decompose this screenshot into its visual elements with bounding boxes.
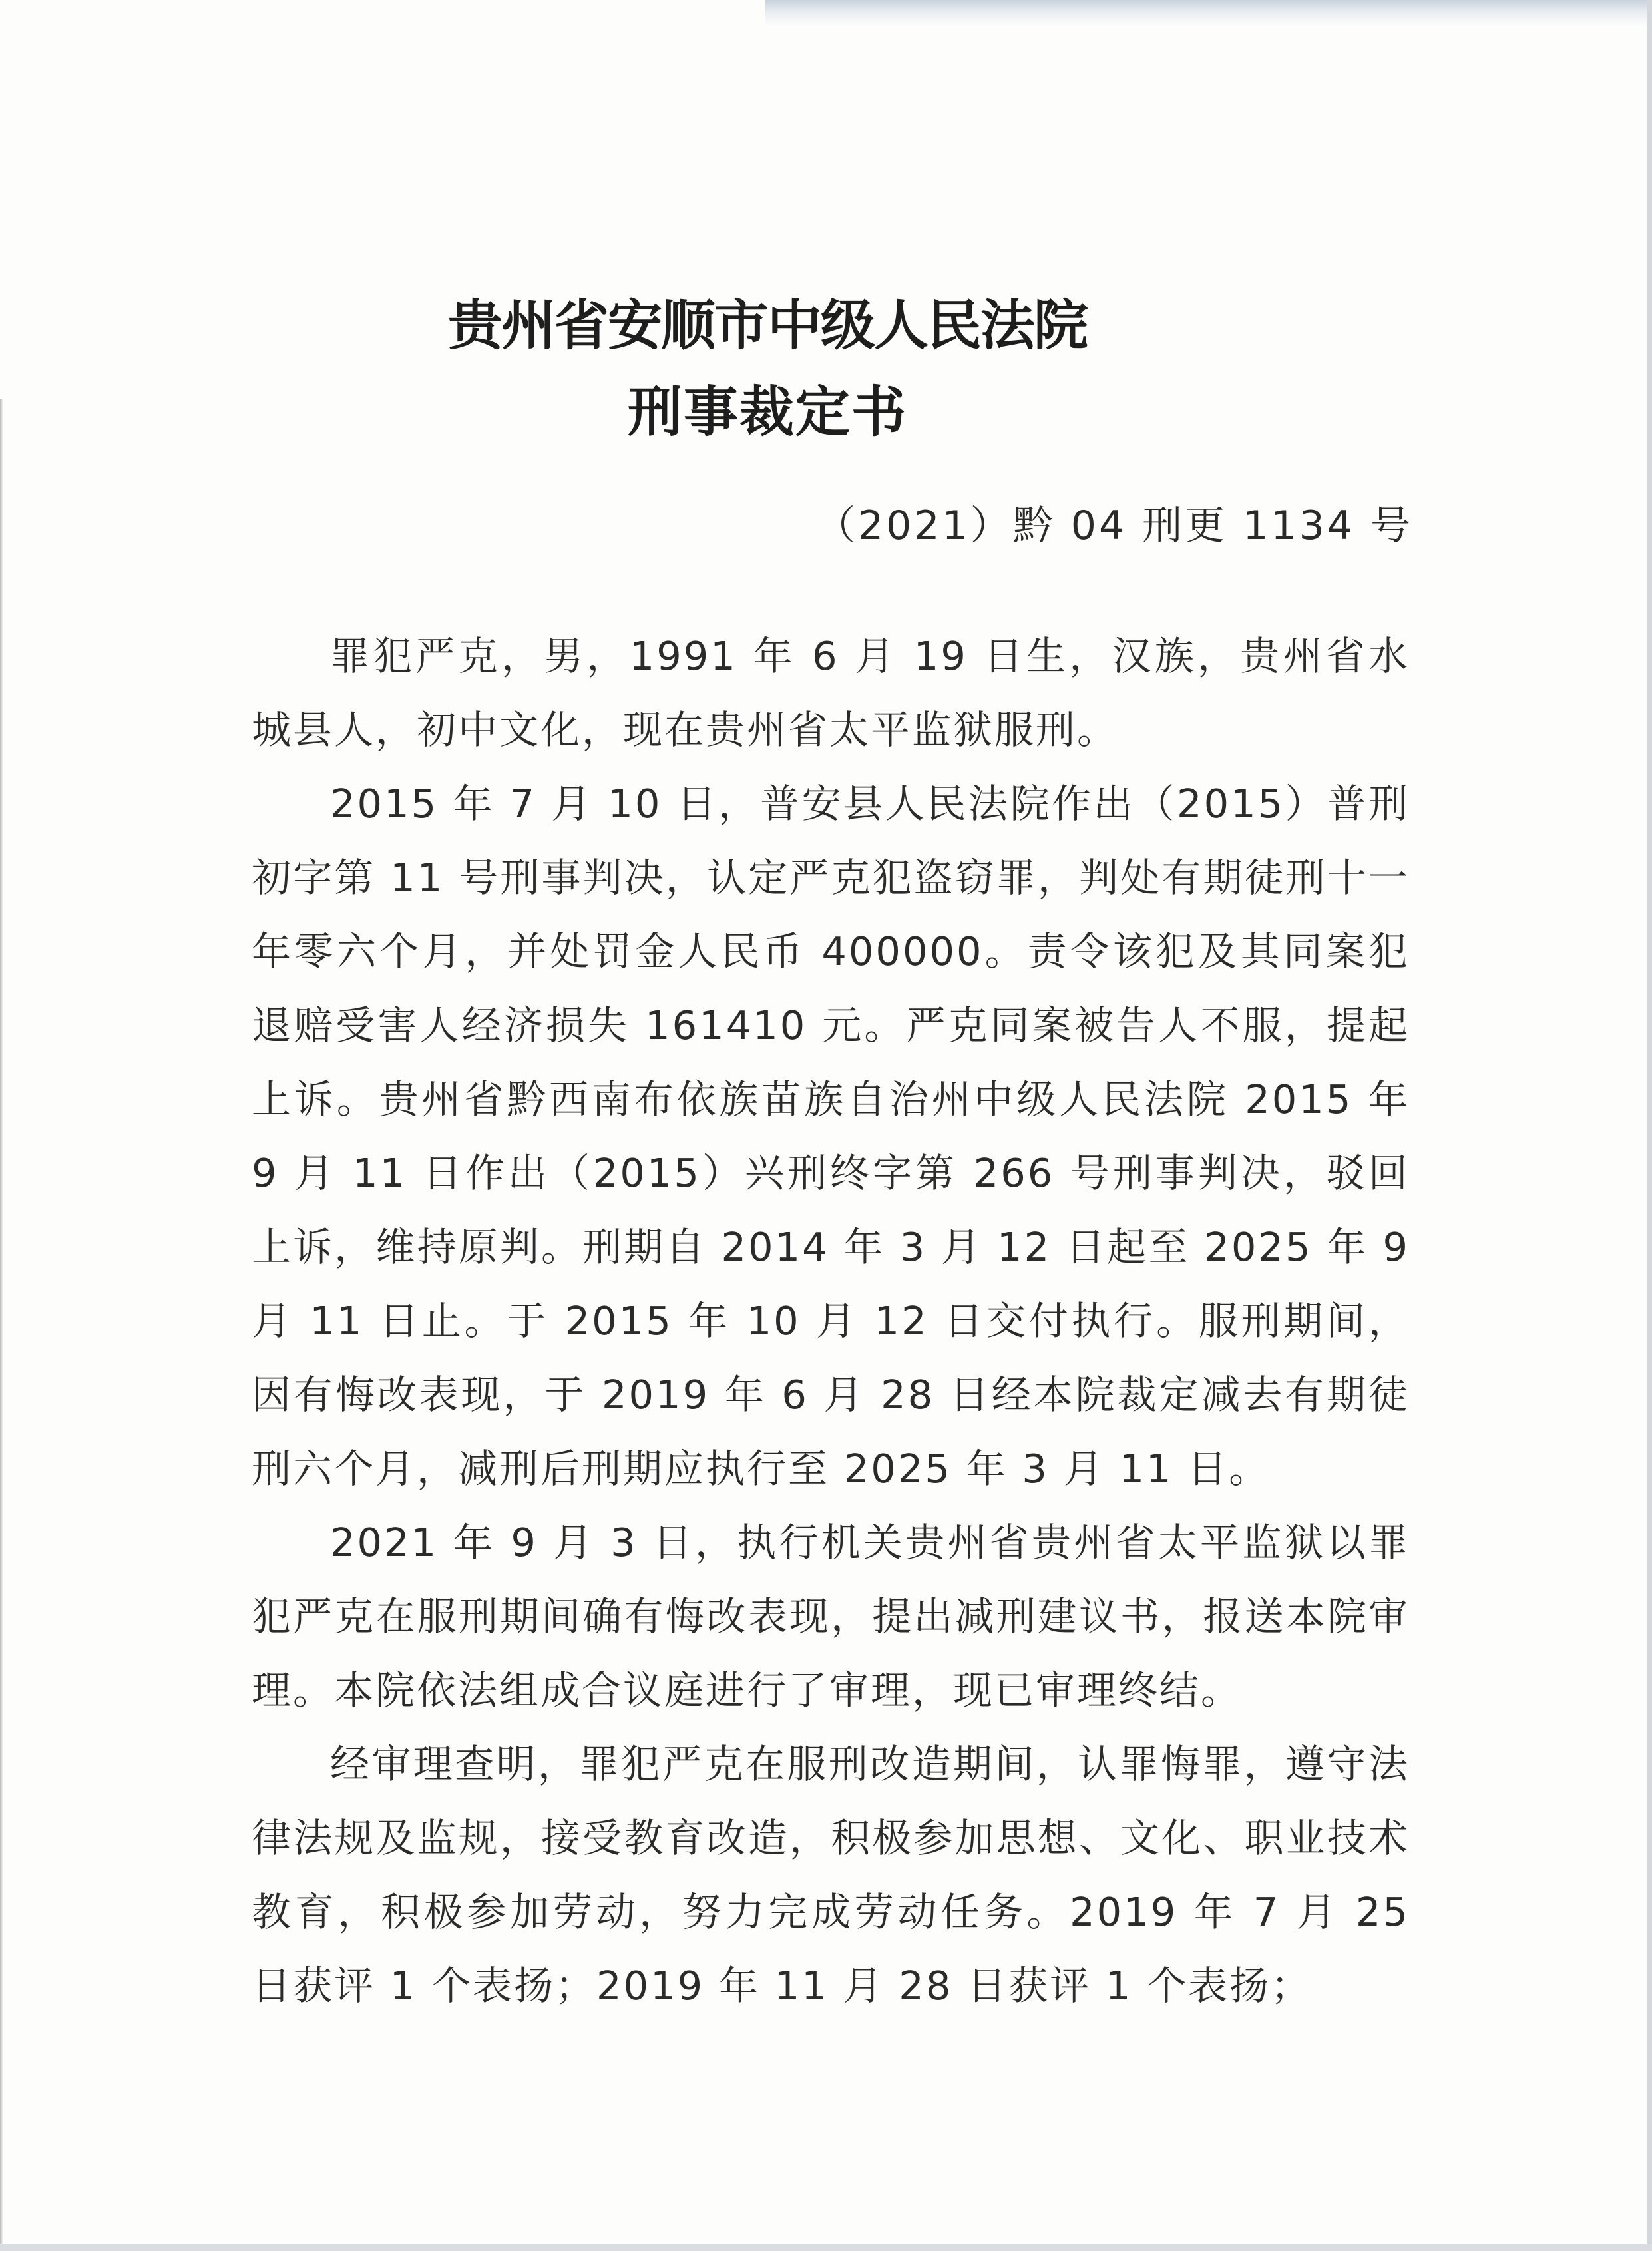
court-name-title: 贵州省安顺市中级人民法院: [447, 294, 1087, 357]
scan-edge-right: [1647, 0, 1652, 2251]
scan-edge-top: [765, 0, 1652, 27]
case-number: （2021）黔 04 刑更 1134 号: [815, 503, 1414, 549]
document-body: [252, 619, 1410, 2023]
paragraph-judgment-history: 2015 年 7 月 10 日，普安县人民法院作出（2015）普刑初字第 11 号刑事判决，认定严克犯盗窃罪，判处有期徒刑十一年零六个月，并处罚金人民币 400000。责令该犯及其同案犯退赔受害人经济损失 161410 元。严克同案被告人不服，提起上诉。贵州省黔西南布依族苗族自治州中级人民法院 2015 年 9 月 11 日作出（2015）兴刑终字第 266 号刑事判决，驳回上诉，维持原判。刑期自 2014 年 3 月 12 日起至 2025 年 9 月 11 日止。于 2015 年 10 月 12 日交付执行。服刑期间，因有悔改表现，于 2019 年 6 月 28 日经本院裁定减去有期徒刑六个月，减刑后刑期应执行至 2025 年 3 月 11 日。: [252, 781, 1410, 1492]
paragraph-findings: 经审理查明，罪犯严克在服刑改造期间，认罪悔罪，遵守法律法规及监规，接受教育改造，积极参加思想、文化、职业技术教育，积极参加劳动，努力完成劳动任务。2019 年 7 月 25 日获评 1 个表扬；2019 年 11 月 28 日获评 1 个表扬；: [252, 1741, 1410, 2009]
scan-edge-left: [0, 399, 3, 2251]
document-type-title: 刑事裁定书: [627, 380, 907, 444]
paragraph-reduction-proposal: 2021 年 9 月 3 日，执行机关贵州省贵州省太平监狱以罪犯严克在服刑期间确有悔改表现，提出减刑建议书，报送本院审理。本院依法组成合议庭进行了审理，现已审理终结。: [252, 1520, 1410, 1713]
scan-edge-bottom: [0, 2244, 1652, 2251]
paragraph-criminal-info: 罪犯严克，男，1991 年 6 月 19 日生，汉族，贵州省水城县人，初中文化，现在贵州省太平监狱服刑。: [252, 633, 1410, 753]
